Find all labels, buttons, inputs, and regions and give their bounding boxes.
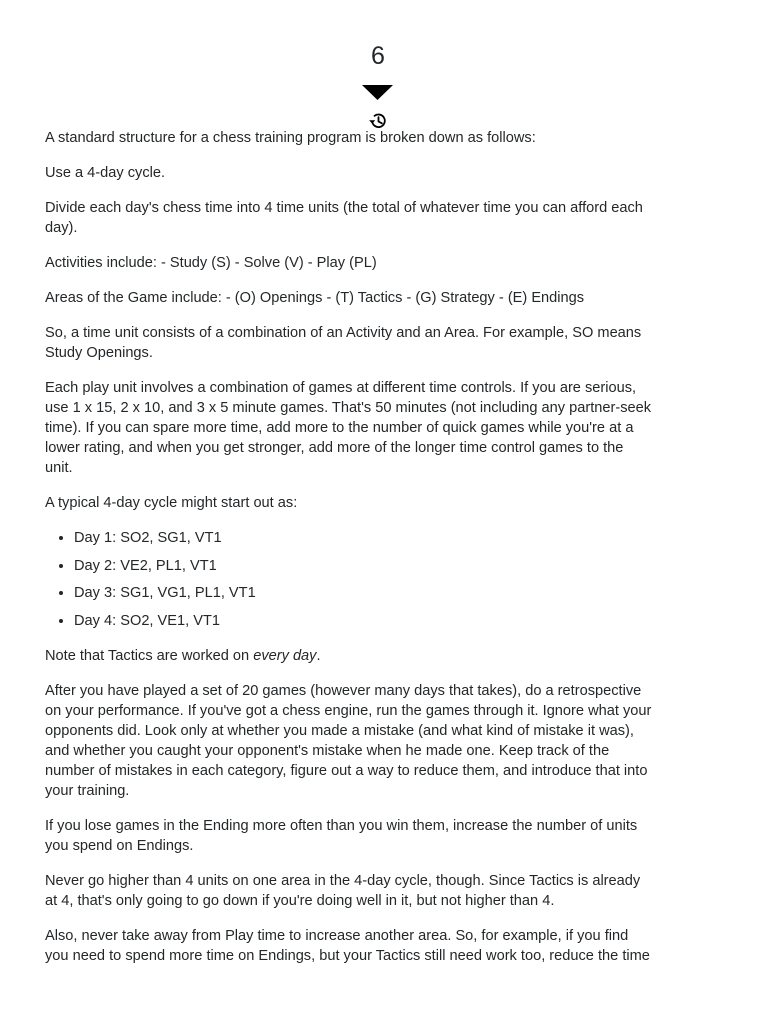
answer-intro: A standard structure for a chess training program is broken down as follows: <box>45 130 536 146</box>
vote-count: 6 <box>371 42 385 70</box>
day-list-item: • Day 1: SO2, SG1, VT1 <box>74 528 655 548</box>
answer-areas: Areas of the Game include: - (O) Openings - (T) Tactics - (G) Strategy - (E) Endings <box>45 290 585 306</box>
tactics-note <box>45 646 655 666</box>
answer-cycle: Use a 4-day cycle. <box>45 165 166 181</box>
day-list-item: • Day 4: SO2, VE1, VT1 <box>74 611 655 631</box>
day-list-item: • Day 2: VE2, PL1, VT1 <box>74 556 655 576</box>
tactics-note-suffix: . <box>316 648 321 665</box>
day-list <box>45 528 655 631</box>
answer-units: Divide each day's chess time into 4 time units (the total of whatever time you can afford each day). <box>45 200 643 236</box>
answer-limit: Never go higher than 4 units on one area in the 4-day cycle, though. Since Tactics is already at 4, that's only going to go down if you're doing well in it, but not higher than 4. <box>45 873 641 910</box>
answer-typical-cycle: A typical 4-day cycle might start out as: <box>45 495 298 511</box>
tactics-note-prefix: Note that Tactics are worked on <box>45 648 254 665</box>
answer-combination: So, a time unit consists of a combination of an Activity and an Area. For example, SO means Study Openings. <box>45 325 642 361</box>
downvote-icon[interactable] <box>362 85 393 100</box>
answer-play-time: Also, never take away from Play time to increase another area. So, for example, if you find you need to spend more time on Endings, but your Tactics still need work too, reduce the time <box>45 928 650 965</box>
day-list-item: • Day 3: SG1, VG1, PL1, VT1 <box>74 583 655 603</box>
answer-activities: Activities include: - Study (S) - Solve (V) - Play (PL) <box>45 255 377 271</box>
answer-play-unit: Each play unit involves a combination of games at different time controls. If you are serious, use 1 x 15, 2 x 10, and 3 x 5 minute games. That's 50 minutes (not including any partner-seek time). If you can spare more time, add more to the number of quick games while you're at a lower rating, and when you get stronger, add more of the longer time control games to the unit. <box>45 380 652 476</box>
answer-endings: If you lose games in the Ending more often than you win them, increase the number of units you spend on Endings. <box>45 818 638 855</box>
answer-retrospective: After you have played a set of 20 games (however many days that takes), do a retrospective on your performance. If you've got a chess engine, run the games through it. Ignore what your opponents did. Look only at whether you made a mistake (and what kind of mistake it was), and whether you caught your opponent's mistake when he made one. Keep track of the number of mistakes in each category, figure out a way to reduce them, and introduce that into your training. <box>45 683 652 800</box>
tactics-note-emphasis: every day <box>253 648 317 665</box>
answer-body <box>45 128 655 981</box>
